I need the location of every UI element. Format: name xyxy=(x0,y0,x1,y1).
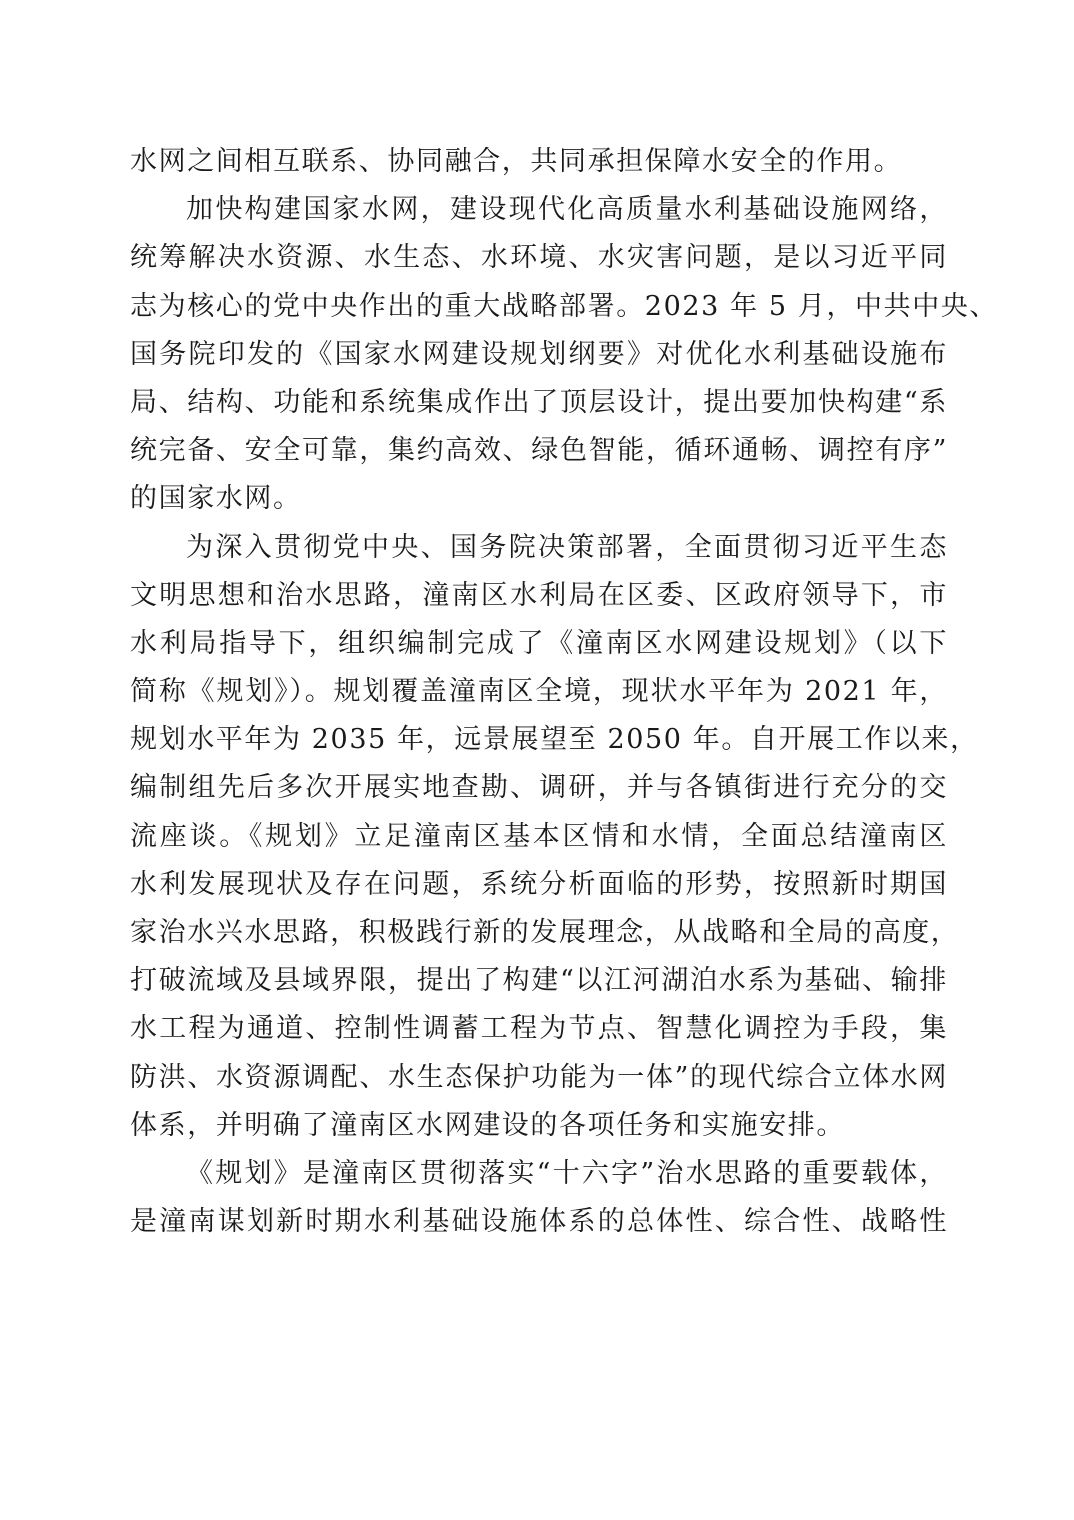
text-line: 水利发展现状及存在问题，系统分析面临的形势，按照新时期国 xyxy=(130,868,948,900)
text-line: 水网之间相互联系、协同融合，共同承担保障水安全的作用。 xyxy=(130,146,903,177)
text-line: 国务院印发的《国家水网建设规划纲要》对优化水利基础设施布 xyxy=(130,338,948,370)
text-line: 志为核心的党中央作出的重大战略部署。2023 年 5 月，中共中央、 xyxy=(130,290,999,322)
text-line: 编制组先后多次开展实地查勘、调研，并与各镇街进行充分的交 xyxy=(130,772,948,804)
text-line: 流座谈。《规划》立足潼南区基本区情和水情，全面总结潼南区 xyxy=(130,820,948,852)
text-line: 文明思想和治水思路，潼南区水利局在区委、区政府领导下，市 xyxy=(130,579,948,611)
text-line: 《规划》是潼南区贯彻落实“十六字”治水思路的重要载体， xyxy=(186,1157,948,1189)
text-line: 统筹解决水资源、水生态、水环境、水灾害问题，是以习近平同 xyxy=(130,242,948,274)
body-text xyxy=(130,138,999,1246)
text-line: 是潼南谋划新时期水利基础设施体系的总体性、综合性、战略性 xyxy=(130,1206,948,1238)
text-line: 统完备、安全可靠，集约高效、绿色智能，循环通畅、调控有序” xyxy=(130,435,948,467)
text-line: 规划水平年为 2035 年，远景展望至 2050 年。自开展工作以来， xyxy=(130,724,979,756)
text-line: 水工程为通道、控制性调蓄工程为节点、智慧化调控为手段，集 xyxy=(130,1013,948,1045)
text-line: 局、结构、功能和系统集成作出了顶层设计，提出要加快构建“系 xyxy=(130,386,948,418)
text-line: 的国家水网。 xyxy=(130,483,302,515)
text-line: 家治水兴水思路，积极践行新的发展理念，从战略和全局的高度， xyxy=(130,917,960,948)
text-line: 加快构建国家水网，建设现代化高质量水利基础设施网络， xyxy=(186,194,948,226)
text-line: 打破流域及县域界限，提出了构建“以江河湖泊水系为基础、输排 xyxy=(130,965,948,997)
text-line: 为深入贯彻党中央、国务院决策部署，全面贯彻习近平生态 xyxy=(186,531,948,563)
text-line: 防洪、水资源调配、水生态保护功能为一体”的现代综合立体水网 xyxy=(130,1061,948,1093)
text-line: 体系，并明确了潼南区水网建设的各项任务和实施安排。 xyxy=(130,1109,845,1141)
text-line: 简称《规划》）。规划覆盖潼南区全境，现状水平年为 2021 年， xyxy=(130,676,948,708)
text-line: 水利局指导下，组织编制完成了《潼南区水网建设规划》（以下 xyxy=(130,627,948,659)
